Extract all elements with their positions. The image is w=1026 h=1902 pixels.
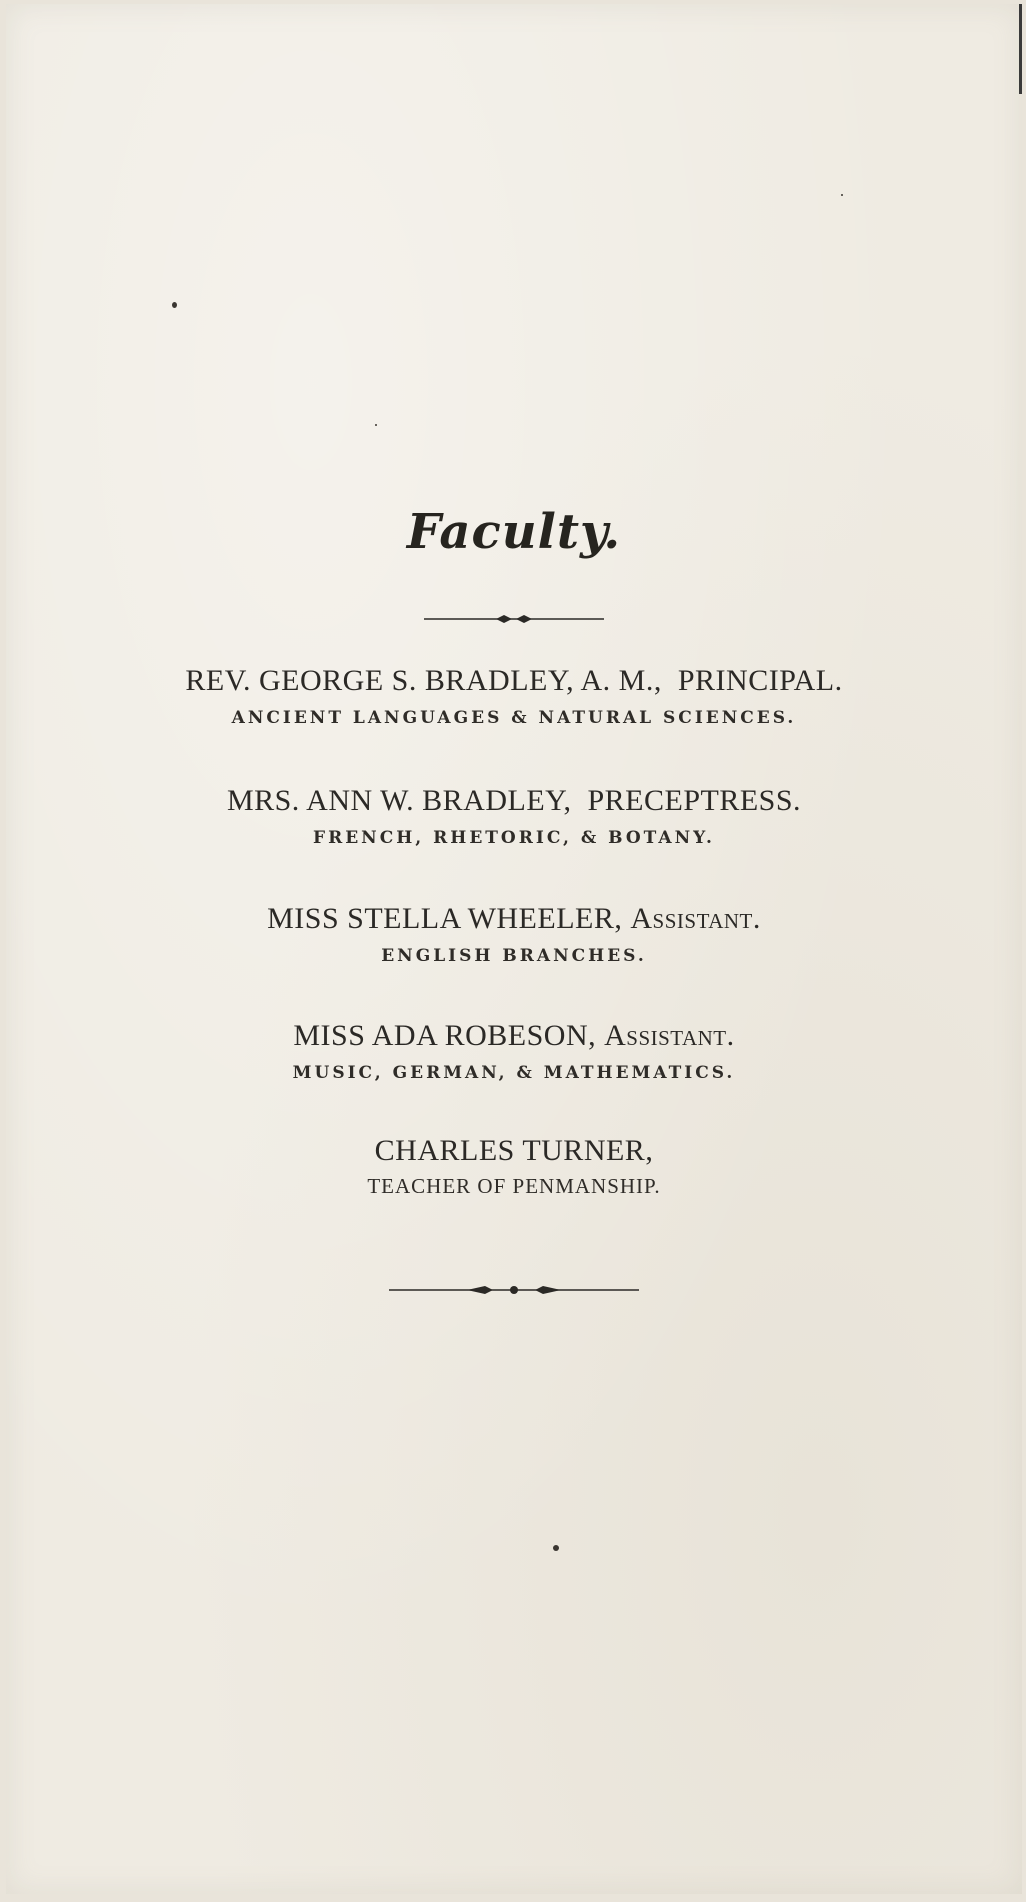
faculty-role: Assistant. (604, 1019, 735, 1052)
faculty-role: PRECEPTRESS. (587, 784, 802, 817)
faculty-subjects: ENGLISH BRANCHES. (381, 946, 647, 966)
page-edge-mark (1019, 4, 1022, 94)
faculty-entry (6, 902, 1022, 966)
faculty-name: CHARLES TURNER, (374, 1134, 654, 1167)
ornament-divider-icon (389, 1283, 639, 1297)
faculty-entry (6, 1019, 1022, 1083)
paper-speck (172, 302, 177, 308)
paper-speck (841, 194, 843, 196)
document-page (6, 4, 1022, 1894)
paper-speck (375, 424, 377, 426)
faculty-entry (6, 1134, 1022, 1199)
faculty-subjects: MUSIC, GERMAN, & MATHEMATICS. (292, 1063, 736, 1083)
faculty-subjects: TEACHER OF PENMANSHIP. (367, 1174, 661, 1198)
faculty-name: REV. GEORGE S. BRADLEY, A. M., (185, 664, 662, 697)
ornament-divider-icon (424, 612, 604, 626)
faculty-entry (6, 784, 1022, 848)
faculty-role: Assistant. (630, 902, 761, 935)
faculty-name-line (6, 1019, 1022, 1053)
faculty-role: PRINCIPAL. (677, 664, 843, 697)
faculty-name-line (6, 664, 1022, 698)
faculty-name-line (6, 902, 1022, 936)
faculty-entry (6, 664, 1022, 728)
faculty-name: MISS STELLA WHEELER, (267, 902, 623, 935)
paper-speck (553, 1545, 559, 1551)
faculty-name: MRS. ANN W. BRADLEY, (226, 784, 572, 817)
faculty-name-line (6, 1134, 1022, 1168)
faculty-subjects: ANCIENT LANGUAGES & NATURAL SCIENCES. (231, 708, 797, 728)
faculty-name-line (6, 784, 1022, 818)
faculty-subjects: FRENCH, RHETORIC, & BOTANY. (313, 828, 715, 848)
ornamental-rule-bottom (6, 1283, 1022, 1297)
faculty-name: MISS ADA ROBESON, (293, 1019, 597, 1052)
ornamental-rule-top (6, 612, 1022, 626)
page-title: Faculty. (406, 504, 622, 560)
